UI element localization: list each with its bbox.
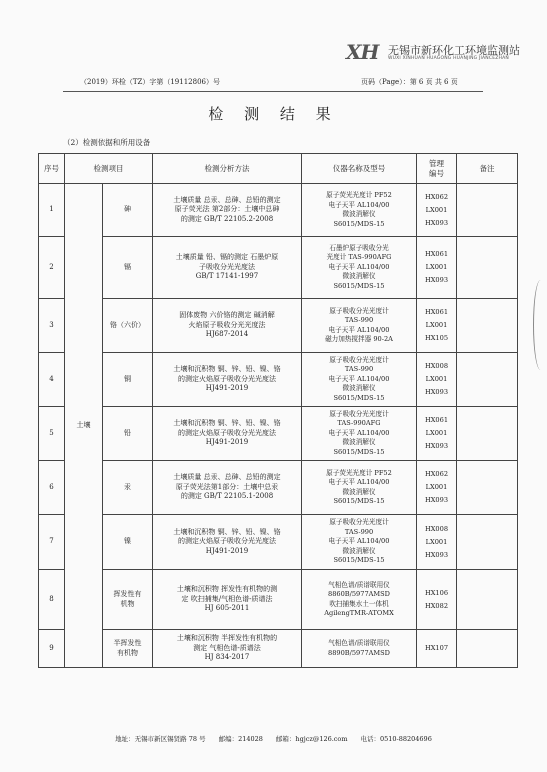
instrument-cell [302, 184, 417, 237]
header-instrument: 仪器名称及型号 [302, 154, 417, 184]
remark-cell [457, 407, 518, 461]
analysis-method: 土壤和沉积物 挥发性有机物的测 定 吹扫捕集/气相色谱-质谱法 HJ 605-2011 [153, 570, 302, 630]
instrument-line: TAS-990 [344, 365, 374, 374]
table-row [39, 299, 518, 353]
management-code: HX093 [424, 550, 449, 559]
instrument-line: TAS-990 [344, 316, 374, 324]
row-number: 4 [39, 353, 65, 407]
management-code: HX082 [424, 601, 449, 610]
management-code: HX008 [424, 362, 449, 370]
row-number: 1 [39, 184, 65, 237]
management-code: LX001 [425, 205, 448, 214]
remark-cell [457, 184, 518, 237]
category-cell: 土壤 [65, 184, 103, 668]
table-header-row [39, 154, 518, 184]
instrument-line: 原子吸收分光光度计 [329, 518, 389, 527]
instrument-line: S6015/MDS-15 [333, 281, 385, 290]
instrument-cell [302, 630, 417, 668]
instrument-line: 石墨炉原子吸收分光 [329, 243, 389, 252]
table-row [39, 353, 518, 407]
instrument-line: 微波消解仪 [342, 438, 376, 447]
footer-contact: 地址：无锡市新区锡贤路 78 号 邮编：214028 邮箱：hgjcz@126.com 电话：0510-88204696 [115, 735, 432, 743]
management-code-cell [417, 184, 457, 237]
management-code: HX062 [424, 470, 449, 478]
test-item: 铅 [103, 407, 153, 461]
instrument-line: S6015/MDS-15 [333, 556, 385, 565]
row-number: 3 [39, 299, 65, 353]
remark-cell [457, 630, 518, 668]
instrument-cell [302, 237, 417, 299]
instrument-line: 电子天平 AL104/00 [328, 262, 390, 271]
management-code: HX008 [424, 524, 449, 533]
management-code-cell [417, 461, 457, 515]
management-code: HX061 [424, 416, 449, 424]
table-row [39, 407, 518, 461]
management-code: HX106 [424, 588, 449, 597]
row-number: 2 [39, 237, 65, 299]
section-heading: （2）检测依据和所用设备 [63, 138, 151, 147]
remark-cell [457, 570, 518, 630]
instrument-line: 微波消解仪 [342, 384, 376, 393]
instrument-line: TAS-990 [344, 527, 374, 536]
instrument-line: 磁力加热搅拌器 90-2A [325, 335, 393, 343]
instrument-cell [302, 299, 417, 353]
row-number: 6 [39, 461, 65, 515]
management-code: HX061 [424, 250, 449, 258]
analysis-method: 土壤质量 铅、镉的测定 石墨炉原 子吸收分光光度法 GB/T 17141-1997 [153, 237, 302, 299]
instrument-line: 微波消解仪 [342, 487, 376, 496]
instrument-line: 吹扫捕集水土一体机 [329, 599, 389, 608]
instrument-line: 原子荧光光度计 PF52 [326, 191, 392, 199]
management-code: HX061 [424, 308, 449, 316]
instrument-line: 原子吸收分光光度计 [329, 409, 389, 418]
instrument-cell [302, 461, 417, 515]
org-name-en: WUXI XINHUAN HUAGONG HUANJING JIANCEZHAN [388, 56, 509, 61]
test-item: 镉 [103, 237, 153, 299]
instrument-cell [302, 570, 417, 630]
header-remark: 备注 [457, 154, 518, 184]
management-code: HX093 [424, 276, 449, 284]
row-number: 9 [39, 630, 65, 668]
instrument-line: 光度计 TAS-990AFG [326, 253, 392, 262]
row-number: 8 [39, 570, 65, 630]
instrument-line: 电子天平 AL104/00 [328, 428, 390, 437]
remark-cell [457, 237, 518, 299]
header-method: 检测分析方法 [153, 154, 302, 184]
test-item: 半挥发性 有机物 [103, 630, 153, 668]
instrument-line: AgilengTMR-ATOMX [324, 609, 394, 617]
table-row [39, 237, 518, 299]
management-code: LX001 [425, 537, 448, 546]
remark-cell [457, 299, 518, 353]
instrument-line: 电子天平 AL104/00 [328, 537, 390, 546]
instrument-line: 微波消解仪 [342, 210, 376, 218]
management-code-cell [417, 407, 457, 461]
header-divider [63, 91, 483, 92]
logo-mark: XH [346, 40, 379, 64]
analysis-method: 土壤质量 总汞、总砷、总铅的测定 原子荧光法 第2部分：土壤中总砷 的测定 GB/T 22105.2-2008 [153, 184, 302, 237]
instrument-line: S6015/MDS-15 [333, 219, 385, 228]
management-code: HX093 [424, 218, 449, 227]
management-code: HX093 [424, 496, 449, 504]
test-item: 挥发性有 机物 [103, 570, 153, 630]
management-code: LX001 [425, 321, 448, 329]
table-row [39, 570, 518, 630]
row-number: 5 [39, 407, 65, 461]
page-info: 页码（Page）：第 6 页 共 6 页 [361, 78, 458, 86]
test-item: 铜 [103, 353, 153, 407]
analysis-method: 土壤和沉积物 半挥发性有机物的 测定 气相色谱-质谱法 HJ 834-2017 [153, 630, 302, 668]
instrument-line: 电子天平 AL104/00 [328, 325, 390, 334]
instrument-cell [302, 515, 417, 570]
instrument-line: S6015/MDS-15 [333, 497, 385, 505]
management-code: HX107 [424, 644, 449, 652]
analysis-method: 土壤和沉积物 铜、锌、铅、镍、铬 的测定火焰原子吸收分光光度法 HJ491-2019 [153, 515, 302, 570]
management-code-cell [417, 630, 457, 668]
header-item: 检测项目 [65, 154, 153, 184]
management-code-cell [417, 299, 457, 353]
header-no: 序号 [39, 154, 65, 184]
page-title: 检 测 结 果 [208, 105, 339, 123]
instrument-line: 气相色谱/质谱联用仪 [328, 639, 390, 647]
instrument-line: S6015/MDS-15 [333, 393, 385, 402]
instrument-cell [302, 353, 417, 407]
management-code: LX001 [425, 375, 448, 383]
instrument-line: 原子荧光光度计 PF52 [326, 468, 392, 477]
instrument-line: 8860B/5977AMSD [328, 590, 390, 598]
management-code-cell [417, 353, 457, 407]
instrument-line: 电子天平 AL104/00 [328, 478, 390, 486]
equipment-table [38, 153, 518, 668]
instrument-line: 气相色谱/质谱联用仪 [328, 580, 390, 589]
management-code: HX093 [424, 442, 449, 450]
instrument-line: 电子天平 AL104/00 [328, 374, 390, 383]
table-row [39, 184, 518, 237]
org-logo [346, 40, 526, 70]
instrument-line: 原子吸收分光光度计 [329, 306, 389, 315]
instrument-line: S6015/MDS-15 [333, 447, 385, 456]
instrument-line: 原子吸收分光光度计 [329, 355, 389, 364]
management-code-cell [417, 237, 457, 299]
management-code: HX105 [424, 334, 449, 342]
instrument-line: 8890B/5977AMSD [328, 648, 390, 657]
remark-cell [457, 353, 518, 407]
management-code: LX001 [425, 483, 448, 491]
management-code-cell [417, 570, 457, 630]
instrument-line: 微波消解仪 [342, 272, 376, 281]
remark-cell [457, 461, 518, 515]
header-mgmt: 管理 编号 [417, 154, 457, 184]
instrument-line: TAS-990AFG [337, 419, 381, 428]
org-name-cn: 无锡市新环化工环境监测站 [388, 44, 520, 57]
binding-mark [533, 280, 547, 370]
table-row [39, 630, 518, 668]
management-code-cell [417, 515, 457, 570]
table-row [39, 515, 518, 570]
row-number: 7 [39, 515, 65, 570]
analysis-method: 土壤质量 总汞、总砷、总铅的测定 原子荧光法第1部分：土壤中总汞 的测定 GB/T 22105.1-2008 [153, 461, 302, 515]
analysis-method: 土壤和沉积物 铜、锌、铅、镍、铬 的测定火焰原子吸收分光光度法 HJ491-2019 [153, 353, 302, 407]
management-code: LX001 [425, 263, 448, 271]
remark-cell [457, 515, 518, 570]
management-code: HX062 [424, 192, 449, 201]
instrument-cell [302, 407, 417, 461]
management-code: HX093 [424, 388, 449, 396]
instrument-line: 微波消解仪 [342, 546, 376, 555]
test-item: 铬（六价） [103, 299, 153, 353]
analysis-method: 土壤和沉积物 铜、锌、铅、镍、铬 的测定火焰原子吸收分光光度法 HJ491-2019 [153, 407, 302, 461]
table-row [39, 461, 518, 515]
management-code: LX001 [425, 429, 448, 437]
analysis-method: 固体废物 六价铬的测定 碱消解 火焰原子吸收分光光度法 HJ687-2014 [153, 299, 302, 353]
report-reference: （2019）环检（TZ）字第（19112806）号 [80, 78, 220, 86]
instrument-line: 电子天平 AL104/00 [328, 200, 390, 209]
test-item: 砷 [103, 184, 153, 237]
test-item: 汞 [103, 461, 153, 515]
test-item: 镍 [103, 515, 153, 570]
